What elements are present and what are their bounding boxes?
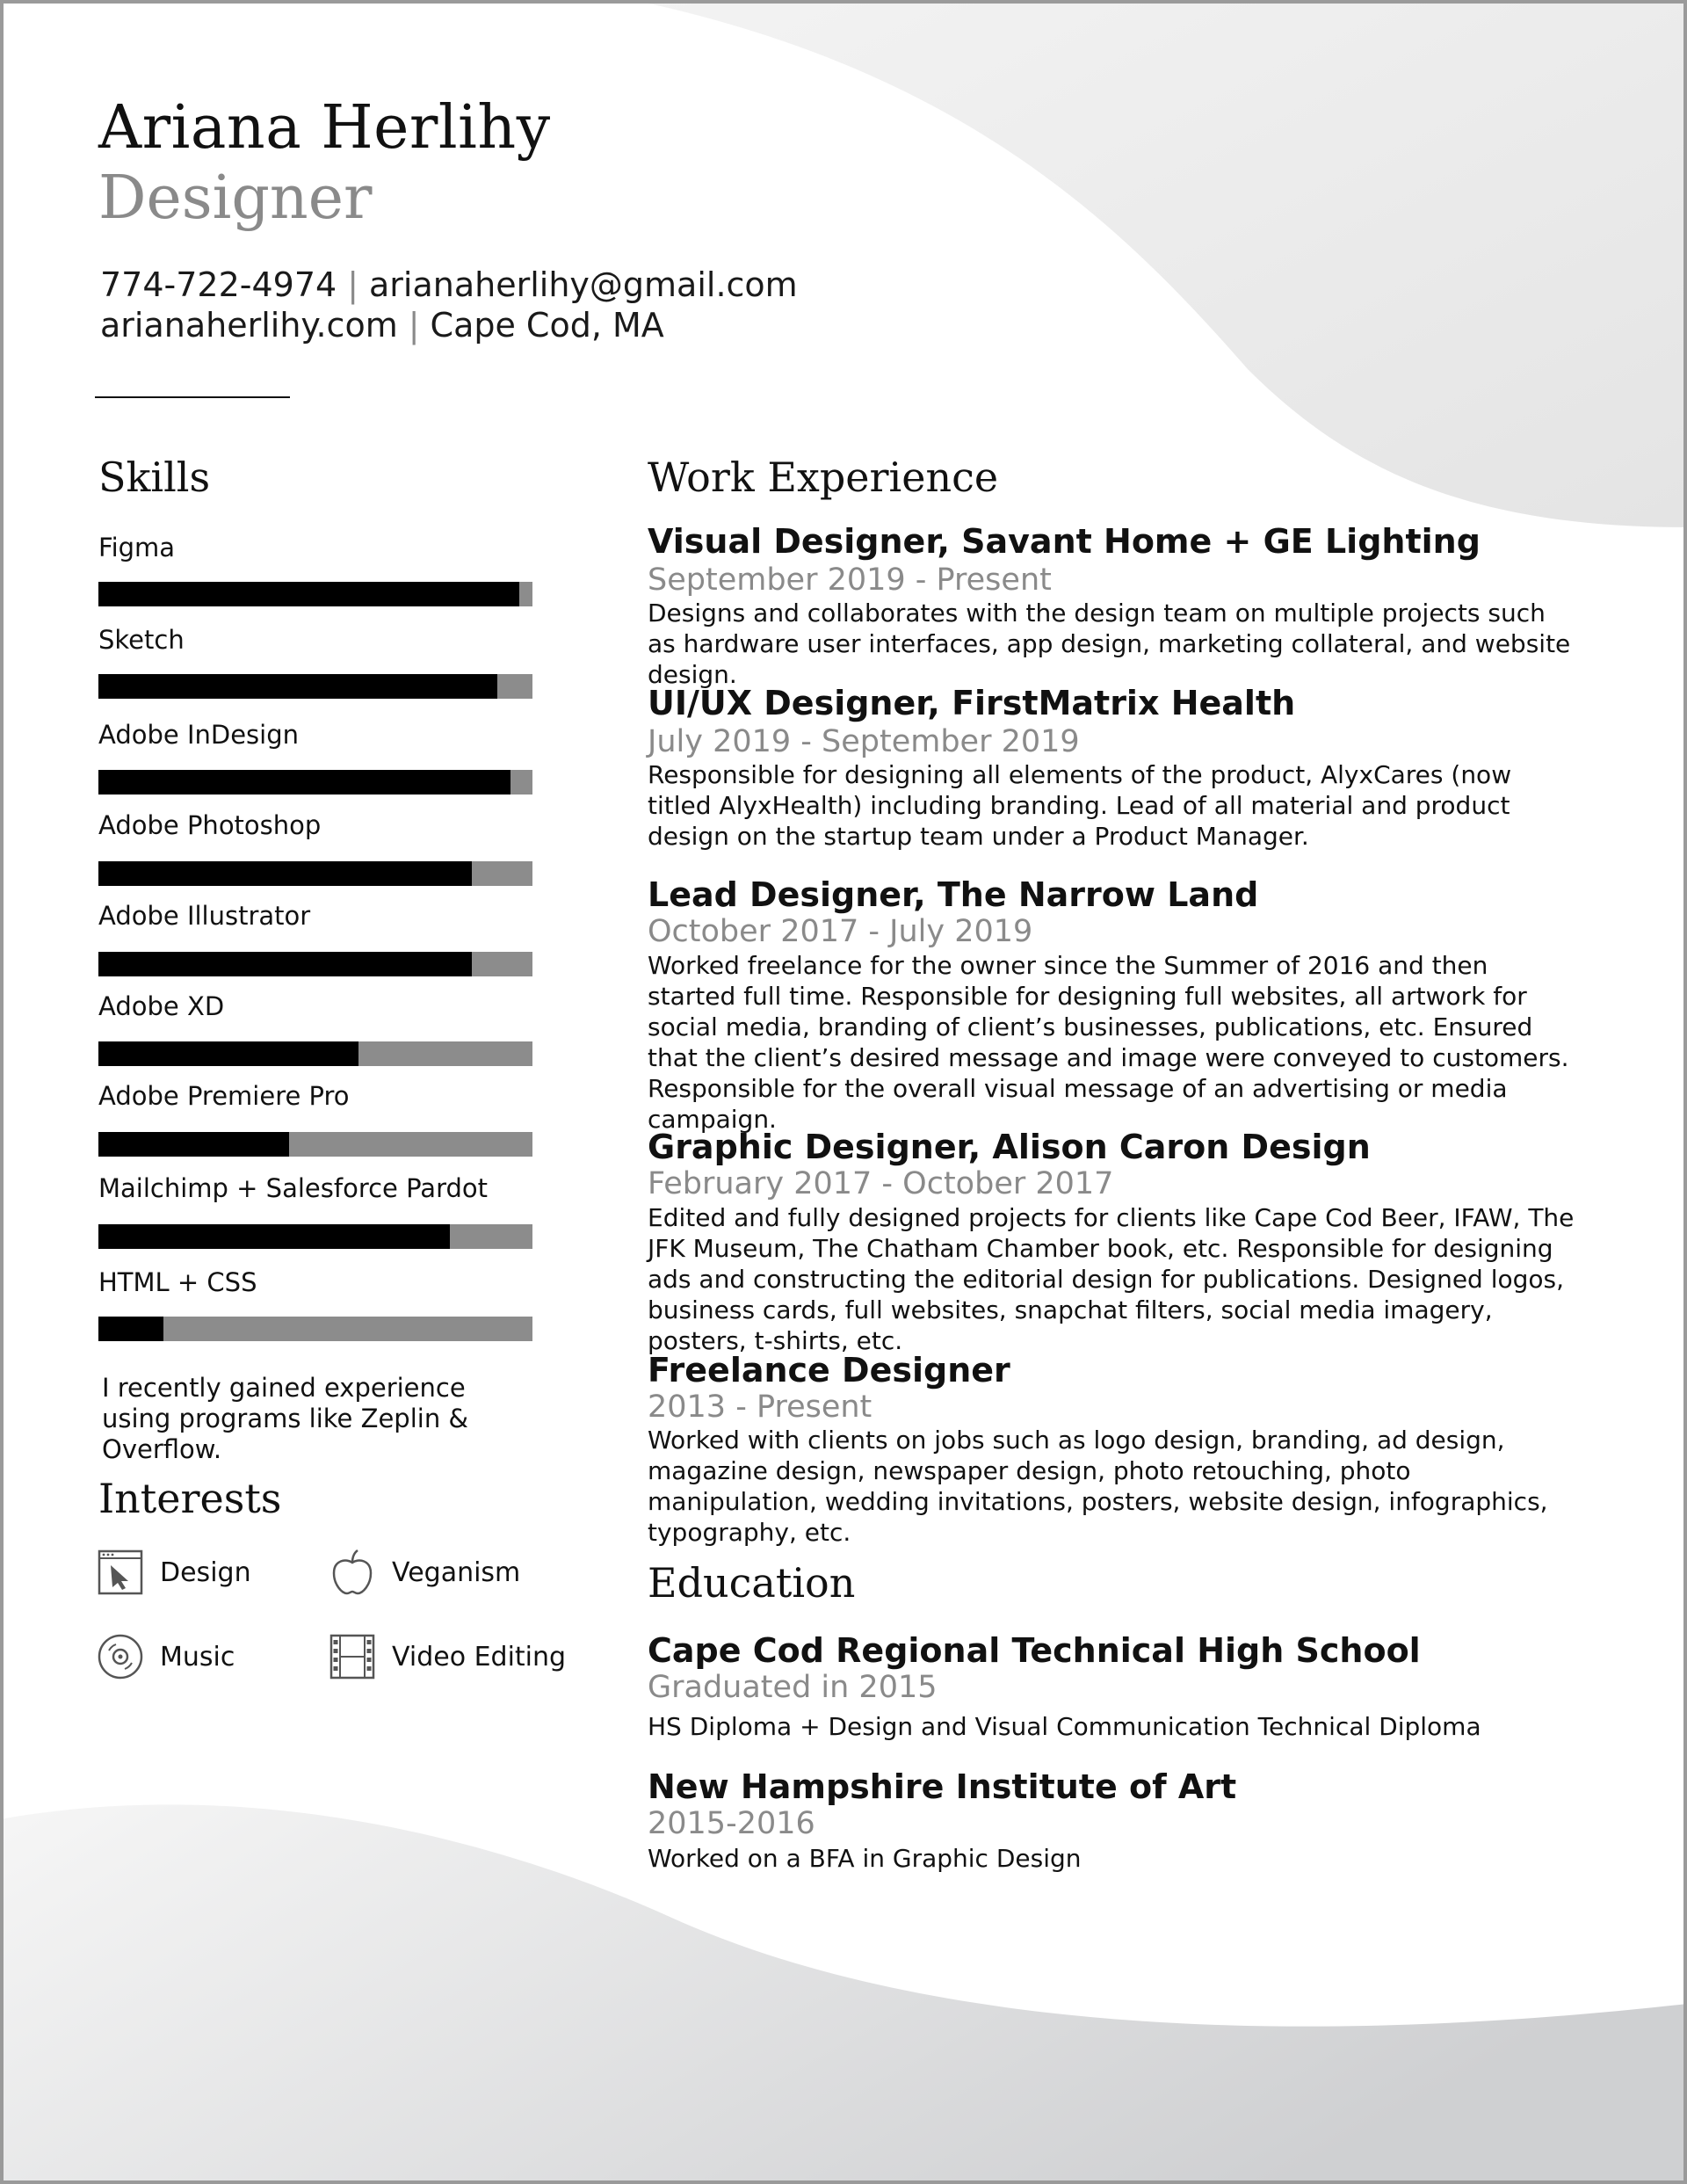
skill-label: Adobe Illustrator [98,901,311,931]
skill-label: Sketch [98,625,185,655]
phone[interactable]: 774-722-4974 [100,265,337,304]
apple-icon [329,1549,376,1596]
interest-label: Veganism [392,1556,521,1588]
skill-bar [98,952,532,976]
job-dates: October 2017 - July 2019 [648,914,1033,949]
skill-label: Mailchimp + Salesforce Pardot [98,1173,489,1203]
job-dates: February 2017 - October 2017 [648,1166,1114,1201]
school-description: Worked on a BFA in Graphic Design [648,1844,1082,1873]
school-name: New Hampshire Institute of Art [648,1767,1237,1806]
interest-item [97,1633,235,1680]
skill-bar-fill [98,1317,163,1341]
skill-label: HTML + CSS [98,1267,257,1297]
interests-title: Interests [98,1475,282,1522]
skill-bar [98,1132,532,1157]
contact-line-2 [100,306,664,345]
website[interactable]: arianaherlihy.com [100,306,398,345]
skill-bar [98,770,532,795]
header-divider [95,396,290,398]
job-description: Edited and fully designed projects for clients like Cape Cod Beer, IFAW, The JFK Museum, The Chatham Chamber book, etc. Responsible for designing ads and constructing the editorial design for publications. Designed logos, business cards, full websites, snapchat filters, social media imagery, posters, t-shirts, etc. [648,1203,1575,1355]
skill-bar [98,1041,532,1066]
job-description: Responsible for designing all elements of the product, AlyxCares (now titled AlyxHealth) including branding. Lead of all material and product design on the startup team under a Product Manager. [648,760,1512,851]
interest-label: Design [160,1556,251,1588]
work-title: Work Experience [648,453,999,501]
job-dates: September 2019 - Present [648,562,1052,598]
school-name: Cape Cod Regional Technical High School [648,1631,1421,1670]
skill-bar-fill [98,770,510,795]
contact-separator: | [347,265,359,304]
interest-label: Music [160,1641,235,1672]
job-description: Worked with clients on jobs such as logo design, branding, ad design, magazine design, newspaper design, photo retouching, photo manipulation, wedding invitations, posters, website design, infographics, typography, etc. [648,1426,1548,1547]
interest-label: Video Editing [392,1641,567,1672]
job-title: Lead Designer, The Narrow Land [648,875,1259,914]
top-right-wave [633,0,1687,527]
school-dates: Graduated in 2015 [648,1670,938,1705]
candidate-name: Ariana Herlihy [98,93,551,163]
contact-separator: | [408,306,420,345]
skill-bar-fill [98,952,472,976]
cursor-window-icon [97,1549,144,1596]
education-title: Education [648,1559,856,1607]
skill-label: Figma [98,533,176,562]
school-dates: 2015-2016 [648,1806,815,1841]
skill-label: Adobe InDesign [98,720,300,750]
location: Cape Cod, MA [430,306,664,345]
skill-bar-fill [98,1224,450,1249]
skill-bar [98,1224,532,1249]
school-description: HS Diploma + Design and Visual Communication Technical Diploma [648,1712,1481,1741]
skill-label: Adobe XD [98,991,225,1021]
skill-label: Adobe Premiere Pro [98,1081,350,1111]
job-dates: 2013 - Present [648,1389,872,1425]
job-title: UI/UX Designer, FirstMatrix Health [648,684,1296,722]
skills-note: I recently gained experience using programs like Zeplin & Overflow. [102,1373,469,1464]
job-title: Visual Designer, Savant Home + GE Lighting [648,522,1481,561]
film-strip-icon [329,1633,376,1680]
skill-bar-fill [98,674,497,699]
skill-bar [98,861,532,886]
skill-label: Adobe Photoshop [98,810,322,840]
email[interactable]: arianaherlihy@gmail.com [369,265,798,304]
disc-icon [97,1633,144,1680]
skill-bar [98,674,532,699]
interest-item [329,1549,520,1596]
skill-bar-fill [98,582,519,606]
job-description: Designs and collaborates with the design team on multiple projects such as hardware user interfaces, app design, marketing collateral, and website design. [648,599,1571,689]
skill-bar-fill [98,1132,289,1157]
job-description: Worked freelance for the owner since the Summer of 2016 and then started full time. Responsible for designing full websites, all artwork for social media, branding of client’s businesses, publications, etc. Ensured that the client’s desired message and image were conveyed to customers. Responsible for the overall visual message of an advertising or media campaign. [648,951,1569,1134]
skill-bar [98,1317,532,1341]
job-title: Freelance Designer [648,1351,1010,1389]
job-dates: July 2019 - September 2019 [648,724,1080,759]
candidate-role: Designer [98,163,373,233]
interest-item [329,1633,566,1680]
skill-bar-fill [98,861,472,886]
job-title: Graphic Designer, Alison Caron Design [648,1128,1371,1166]
interest-item [97,1549,251,1596]
contact-line-1 [100,265,798,304]
skill-bar [98,582,532,606]
skill-bar-fill [98,1041,358,1066]
skills-title: Skills [98,453,211,501]
